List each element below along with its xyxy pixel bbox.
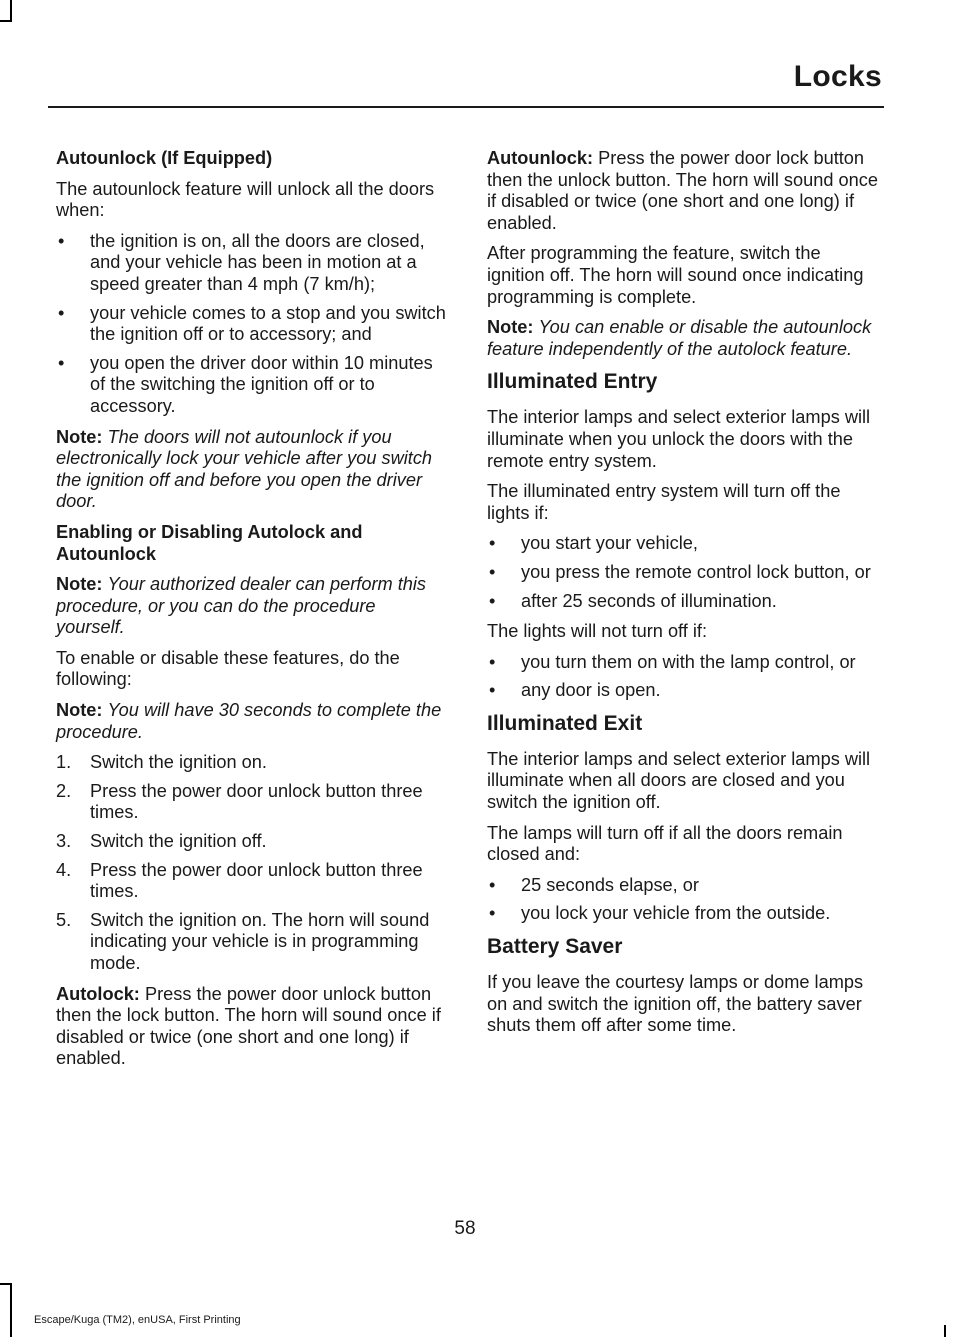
autounlock-intro: The autounlock feature will unlock all the doors when: <box>56 178 435 221</box>
note-paragraph <box>487 317 879 360</box>
note-paragraph <box>56 700 448 743</box>
list-item-text: the ignition is on, all the doors are closed, and your vehicle has been in motion at a speed greater than 4 mph (7 km/h); <box>90 230 425 294</box>
autolock-label: Autolock: <box>56 983 140 1004</box>
note-text: You will have 30 seconds to complete the procedure. <box>56 700 442 742</box>
note-label: Note: <box>56 574 103 595</box>
step-text: Switch the ignition off. <box>90 831 267 852</box>
enable-disable-heading: Enabling or Disabling Autolock and Autounlock <box>56 521 363 564</box>
autounlock-text: Press the power door lock button then the unlock button. The horn will sound once if disabled or twice (one short and one long) if enabled. <box>487 148 878 233</box>
list-item-text: you turn them on with the lamp control, or <box>521 651 856 672</box>
step-number: 5. <box>56 909 72 930</box>
list-item-text: any door is open. <box>521 680 661 701</box>
entry-paragraph-2: The illuminated entry system will turn off the lights if: <box>487 481 841 523</box>
note-paragraph <box>56 574 448 639</box>
crop-mark-top-left <box>10 0 12 22</box>
list-item <box>56 781 448 824</box>
list-item-text: your vehicle comes to a stop and you switch the ignition off or to accessory; and <box>90 302 446 345</box>
note-paragraph <box>56 427 448 513</box>
crop-mark-bottom-left <box>10 1283 12 1337</box>
exit-conditions-list <box>487 875 879 925</box>
entry-paragraph-3: The lights will not turn off if: <box>487 621 708 642</box>
list-item <box>56 752 448 774</box>
list-item <box>487 562 879 584</box>
bullet-marker: • <box>489 651 496 672</box>
list-item <box>56 910 448 975</box>
bullet-marker: • <box>489 680 496 701</box>
list-item <box>487 652 879 674</box>
step-number: 1. <box>56 752 72 773</box>
autounlock-programming-paragraph <box>487 148 879 234</box>
footer-edition: Escape/Kuga (TM2), enUSA, First Printing <box>34 1314 241 1326</box>
list-item-text: you lock your vehicle from the outside. <box>521 903 831 924</box>
list-item-text: after 25 seconds of illumination. <box>521 590 777 611</box>
entry-stay-on-list <box>487 652 879 702</box>
bullet-marker: • <box>58 352 65 373</box>
bullet-marker: • <box>489 561 496 582</box>
note-label: Note: <box>56 426 103 447</box>
exit-paragraph-2: The lamps will turn off if all the doors remain closed and: <box>487 822 843 865</box>
crop-mark-bottom-right <box>944 1325 946 1337</box>
illuminated-exit-heading: Illuminated Exit <box>487 711 643 735</box>
list-item <box>487 875 879 897</box>
list-item <box>487 533 879 555</box>
step-number: 3. <box>56 831 72 852</box>
autounlock-heading: Autounlock (If Equipped) <box>56 148 273 168</box>
list-item <box>56 860 448 903</box>
bullet-marker: • <box>489 903 496 924</box>
bullet-marker: • <box>489 533 496 554</box>
list-item-text: you press the remote control lock button, or <box>521 561 871 582</box>
bullet-marker: • <box>58 230 65 251</box>
list-item <box>56 831 448 853</box>
list-item-text: you open the driver door within 10 minutes of the switching the ignition off or to accessory. <box>90 352 433 416</box>
autolock-paragraph <box>56 984 448 1070</box>
list-item-text: 25 seconds elapse, or <box>521 874 699 895</box>
step-text: Press the power door unlock button three times. <box>90 859 423 902</box>
battery-saver-heading: Battery Saver <box>487 935 623 959</box>
autounlock-label: Autounlock: <box>487 148 594 168</box>
note-text: You can enable or disable the autounlock feature independently of the autolock feature. <box>487 317 872 359</box>
enable-intro: To enable or disable these features, do the following: <box>56 647 400 690</box>
bullet-marker: • <box>489 590 496 611</box>
exit-paragraph-1: The interior lamps and select exterior lamps will illuminate when all doors are closed and you switch the ignition off. <box>487 748 871 813</box>
entry-paragraph-1: The interior lamps and select exterior lamps will illuminate when you unlock the doors with the remote entry system. <box>487 407 871 471</box>
list-item-text: you start your vehicle, <box>521 533 698 554</box>
left-column <box>56 148 448 1079</box>
list-item <box>56 231 448 296</box>
autolock-text: Press the power door unlock button then the lock button. The horn will sound once if disabled or twice (one short and one long) if enabled. <box>56 983 441 1069</box>
header-rule <box>48 106 884 108</box>
procedure-steps-list <box>56 752 448 974</box>
note-text: Your authorized dealer can perform this procedure, or you can do the procedure yourself. <box>56 574 427 638</box>
right-column <box>487 148 879 1046</box>
autounlock-conditions-list <box>56 231 448 418</box>
list-item <box>56 303 448 346</box>
step-number: 4. <box>56 859 72 880</box>
crop-mark-top-left-h <box>0 20 12 22</box>
entry-turn-off-list <box>487 533 879 612</box>
step-number: 2. <box>56 780 72 801</box>
after-programming-paragraph: After programming the feature, switch the ignition off. The horn will sound once indicating programming is complete. <box>487 243 864 307</box>
note-label: Note: <box>487 317 534 338</box>
list-item <box>487 903 879 925</box>
step-text: Switch the ignition on. <box>90 752 267 773</box>
crop-mark-bottom-left-h <box>0 1283 12 1285</box>
bullet-marker: • <box>489 874 496 895</box>
note-label: Note: <box>56 700 103 721</box>
note-text: The doors will not autounlock if you electronically lock your vehicle after you switch the ignition off and before you open the driver door. <box>56 426 433 512</box>
bullet-marker: • <box>58 302 65 323</box>
list-item <box>56 353 448 418</box>
illuminated-entry-heading: Illuminated Entry <box>487 370 658 394</box>
step-text: Switch the ignition on. The horn will sound indicating your vehicle is in programming mode. <box>90 909 430 973</box>
list-item <box>487 591 879 613</box>
page-header-title: Locks <box>793 60 882 93</box>
list-item <box>487 680 879 702</box>
battery-paragraph: If you leave the courtesy lamps or dome lamps on and switch the ignition off, the battery saver shuts them off after some time. <box>487 972 864 1036</box>
step-text: Press the power door unlock button three times. <box>90 780 423 823</box>
page-number: 58 <box>454 1218 476 1239</box>
